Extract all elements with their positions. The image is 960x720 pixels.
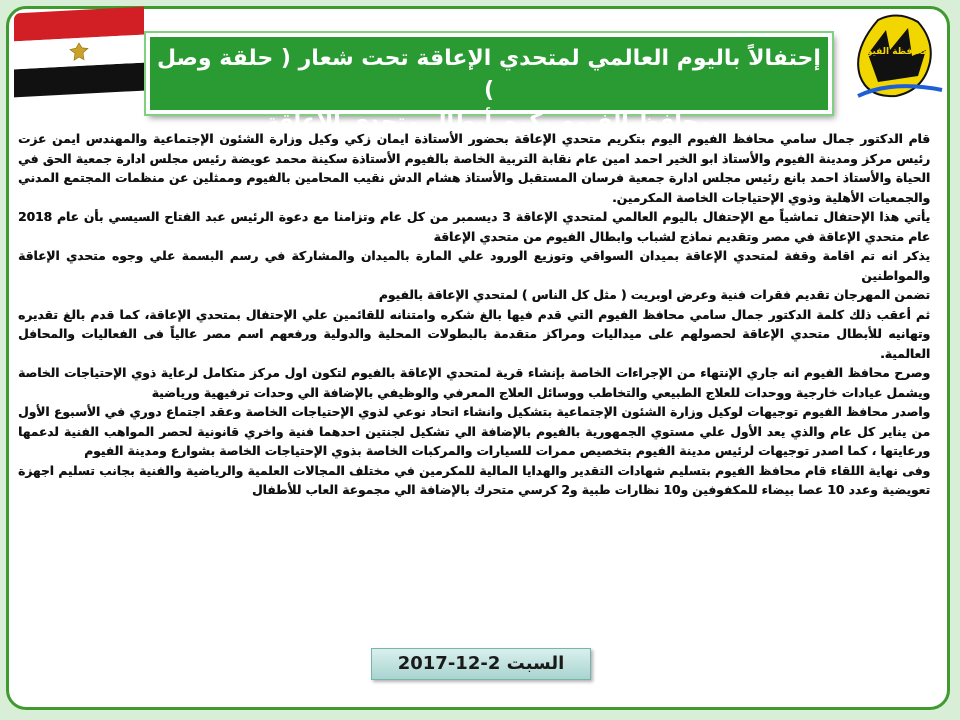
headline-line-2: محافظ الفيوم يكرم أبطال متحدي الإعاقة — [265, 110, 713, 135]
paragraph: وفى نهاية اللقاء قام محافظ الفيوم بتسليم شهادات التقدير والهدايا المالية للمكرمين في مختلف المجالات العلمية والرياضية والفنية بجانب تسليم اجهزة تعويضية وعدد 10 عصا بيضاء للمكفوفين و10 نظارات طبية و2 كرسي متحرك بالإضافة الي مجموعة العاب للأطفال — [18, 463, 930, 497]
date-badge: السبت 2-12-2017 — [371, 648, 591, 680]
paragraph: وصرح محافظ الفيوم انه جاري الإنتهاء من الإجراءات الخاصة بإنشاء قرية لمتحدي الإعاقة بالفيوم لتكون اول مركز متكامل لرعاية ذوي الإحتياجات الخاصة ويشمل عيادات خارجية ووحدات للعلاج الطبيعي والتخاطب ووسائل العلاج المعرفي والوظيفي بالإضافة الي وحدات ترفيهية ورياضية — [18, 366, 930, 400]
paragraph: ثم أعقب ذلك كلمة الدكتور جمال سامي محافظ الفيوم التي قدم فيها بالغ شكره وامتنانه للقائمين علي الإحتفال بمتحدي الإعاقة، كما قدم بالغ تقديره وتهانيه للأبطال متحدي الإعاقة لحصولهم على ميداليات ومراكز متقدمة بالبطولات المحلية والدولية ورفعهم اسم مصر عالياً فى الفعاليات والمحافل العالمية. — [18, 307, 930, 361]
paragraph: واصدر محافظ الفيوم توجيهات لوكيل وزارة الشئون الإجتماعية بتشكيل وانشاء اتحاد نوعي لذوي الإحتياجات الخاصة وعقد اجتماع دوري في الأسبوع الأول من يناير كل عام والذي يعد الأول علي مستوي الجمهورية بالفيوم بالإضافة الي تشكيل لجنتين احدهما فنية واخري قانونية لحصر المواهب الفنية لدعمها ورعايتها ، كما اصدر توجيهات لرئيس مدينة الفيوم بتخصيص ممرات للسيارات والمركبات الخاصة بذوي الإحتياجات الخاصة بشوارع ومدينة الفيوم — [18, 405, 930, 458]
paragraph: قام الدكتور جمال سامي محافظ الفيوم اليوم بتكريم متحدي الإعاقة بحضور الأستاذة ايمان زكي وكيل وزارة الشئون الإجتماعية والمهندس ايمن عزت رئيس مركز ومدينة الفيوم والأستاذ ابو الخير احمد امين عام نقابة التربية الخاصة بالفيوم الأستاذة سكينة محمد عويضة رئيس مجلس ادارة جمعية الحق في الحياة والأستاذ احمد بانع رئيس مجلس ادارة جمعية فرسان المستقبل والأستاذ هشام الدش نقيب المحامين بالفيوم وممثلين عن منظمات المجتمع المدني والجمعيات الأهلية وذوي الإحتياجات الخاصة المكرمين. — [18, 132, 930, 205]
eagle-icon — [68, 40, 90, 63]
paragraph: يأتي هذا الإحتفال تماشياً مع الإحتفال باليوم العالمي لمتحدي الإعاقة 3 ديسمبر من كل عام وتزامنا مع دعوة الرئيس عبد الفتاح السيسي بأن عام 2018 عام متحدي الإعاقة في مصر وتقديم نماذج لشباب وابطال الفيوم من متحدي الإعاقة — [18, 210, 930, 244]
svg-text:محافظة الفيوم: محافظة الفيوم — [860, 47, 928, 57]
article-body — [18, 130, 930, 501]
paragraph: يذكر انه تم اقامة وقفة لمتحدي الإعاقة بميدان السواقي وتوزيع الورود علي المارة بالميدان والمشاركة في رسم البسمة علي وجوه متحدي الإعاقة والمواطنين — [18, 249, 930, 283]
headline-banner — [146, 33, 832, 135]
egypt-flag-icon — [14, 7, 144, 98]
paragraph: تضمن المهرجان تقديم فقرات فنية وعرض اوبريت ( مثل كل الناس ) لمتحدي الإعاقة بالفيوم — [378, 288, 930, 302]
headline-line-1: إحتفالاً باليوم العالمي لمتحدي الإعاقة تحت شعار ( حلقة وصل ) — [157, 46, 821, 103]
fayoum-governorate-logo-icon — [838, 10, 948, 104]
